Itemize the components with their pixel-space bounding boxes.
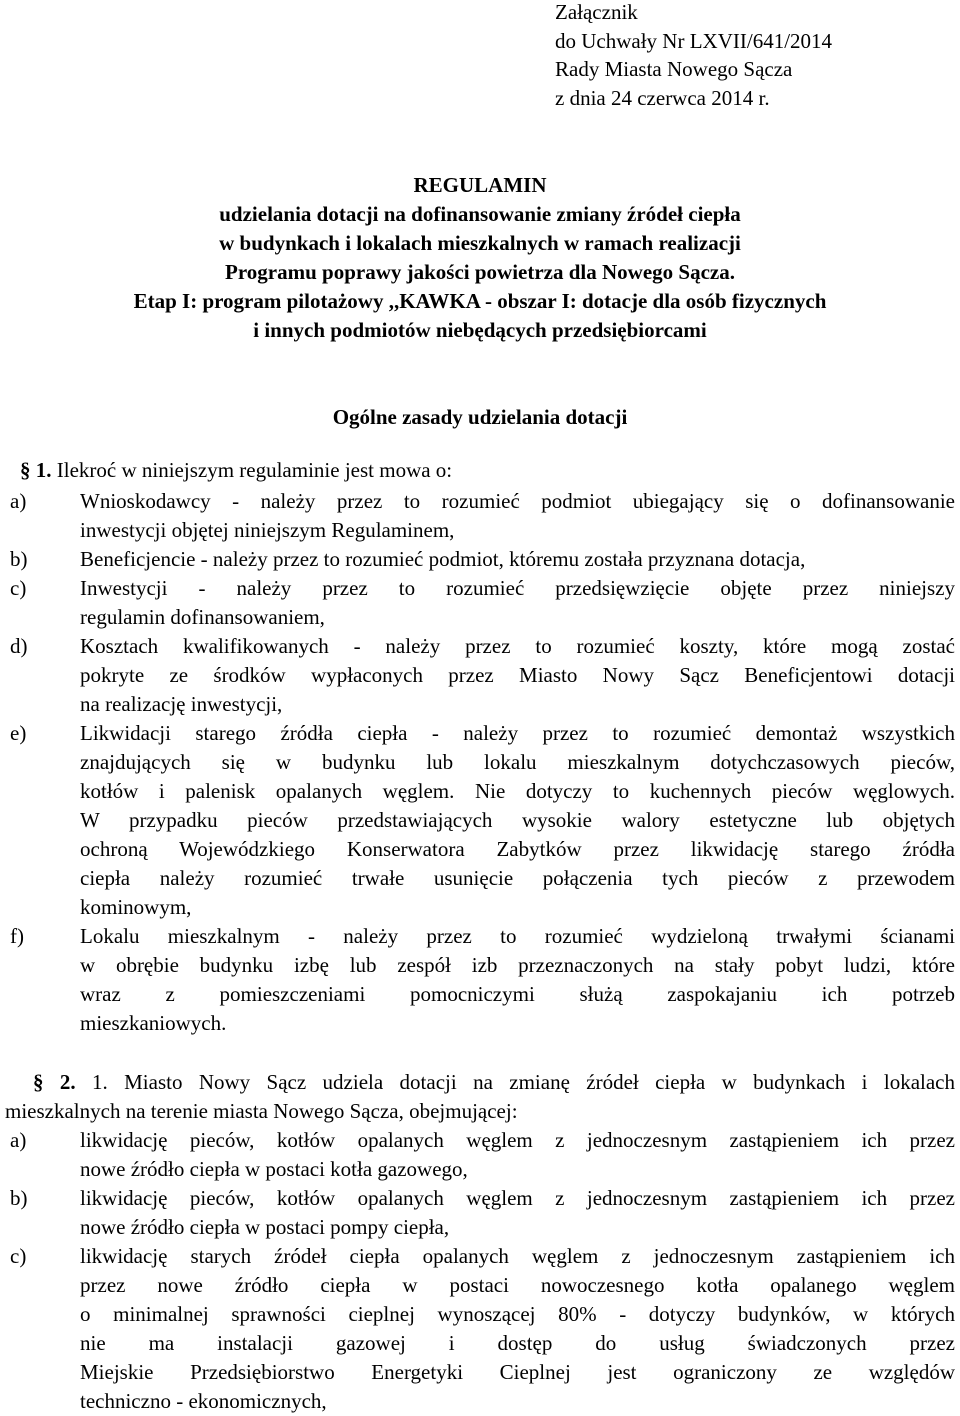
list-item-line: mieszkaniowych. (80, 1011, 227, 1035)
paragraph-1-item-f (10, 922, 955, 1038)
list-item-line: Inwestycji - należy przez to rozumieć przedsięwzięcie objęte przez niniejszy (80, 576, 955, 600)
list-item-line: przez nowe źródło ciepła w postaci nowoczesnego kotła opalanego węglem (80, 1273, 955, 1297)
list-item-label: b) (10, 547, 28, 571)
list-item-label: a) (10, 489, 27, 513)
list-item-line: nowe źródło ciepła w postaci pompy ciepła, (80, 1215, 450, 1239)
paragraph-2-item-b (10, 1184, 955, 1242)
paragraph-1-intro-text: Ilekroć w niniejszym regulaminie jest mowa o: (56, 458, 453, 482)
list-item-line: Beneficjencie - należy przez to rozumieć podmiot, któremu została przyznana dotacja, (80, 547, 806, 571)
list-item-line: Miejskie Przedsiębiorstwo Energetyki Cieplnej jest ograniczony ze względów (80, 1360, 955, 1384)
list-item-line: o minimalnej sprawności cieplnej wynoszącej 80% - dotyczy budynków, w których (80, 1302, 955, 1326)
list-item-line: Kosztach kwalifikowanych - należy przez to rozumieć koszty, które mogą zostać (80, 634, 955, 658)
paragraph-2-list (10, 1126, 955, 1416)
paragraph-1-item-c (10, 574, 955, 632)
list-item-line: techniczno - ekonomicznych, (80, 1389, 327, 1413)
annex-date: z dnia 24 czerwca 2014 r. (555, 85, 770, 110)
paragraph-1-number: § 1. (20, 458, 52, 482)
annex-title: Załącznik (555, 0, 638, 24)
list-item-label: a) (10, 1128, 27, 1152)
paragraph-2-number: § 2. (33, 1070, 76, 1094)
list-item-line: Wnioskodawcy - należy przez to rozumieć podmiot ubiegający się o dofinansowanie (80, 489, 955, 513)
document-title (0, 171, 960, 345)
annex-header (555, 0, 955, 112)
annex-council: Rady Miasta Nowego Sącza (555, 57, 793, 81)
section-heading-text: Ogólne zasady udzielania dotacji (332, 405, 628, 429)
list-item-line: ochroną Wojewódzkiego Konserwatora Zabytków przez likwidację starego źródła (80, 837, 955, 861)
paragraph-2-line-1 (5, 1068, 955, 1097)
list-item-line: likwidację pieców, kotłów opalanych węglem z jednoczesnym zastąpieniem ich przez (80, 1186, 955, 1210)
paragraph-1-list (10, 487, 955, 1038)
paragraph-2-item-c (10, 1242, 955, 1416)
list-item-label: d) (10, 634, 28, 658)
list-item-line: na realizację inwestycji, (80, 692, 283, 716)
list-item-line: pokryte ze środków wypłaconych przez Miasto Nowy Sącz Beneficjentowi dotacji (80, 663, 955, 687)
paragraph-1-item-b (10, 545, 955, 574)
title-line-1: REGULAMIN (413, 173, 547, 197)
list-item-label: b) (10, 1186, 28, 1210)
list-item-label: c) (10, 1244, 27, 1268)
paragraph-1-item-d (10, 632, 955, 719)
paragraph-2-item-a (10, 1126, 955, 1184)
list-item-label: c) (10, 576, 27, 600)
list-item-line: w obrębie budynku izbę lub zespół izb przeznaczonych na stały pobyt ludzi, które (80, 953, 955, 977)
list-item-line: Lokalu mieszkalnym - należy przez to rozumieć wydzieloną trwałymi ścianami (80, 924, 955, 948)
title-line-3: w budynkach i lokalach mieszkalnych w ramach realizacji (219, 231, 741, 255)
section-heading (0, 403, 960, 432)
title-line-6: i innych podmiotów niebędących przedsiębiorcami (253, 318, 707, 342)
list-item-line: znajdujących się w budynku lub lokalu mieszkalnym dotychczasowych pieców, (80, 750, 955, 774)
paragraph-2-line-2: mieszkalnych na terenie miasta Nowego Sącza, obejmującej: (5, 1099, 518, 1123)
paragraph-1-intro (20, 456, 960, 485)
paragraph-2-line-1-text: 1. Miasto Nowy Sącz udziela dotacji na zmianę źródeł ciepła w budynkach i lokalach (92, 1070, 955, 1094)
annex-resolution: do Uchwały Nr LXVII/641/2014 (555, 28, 833, 53)
list-item-line: kominowym, (80, 895, 192, 919)
paragraph-1-item-a (10, 487, 955, 545)
list-item-label: f) (10, 924, 24, 948)
list-item-label: e) (10, 721, 27, 745)
list-item-line: nowe źródło ciepła w postaci kotła gazowego, (80, 1157, 468, 1181)
title-line-2: udzielania dotacji na dofinansowanie zmiany źródeł ciepła (219, 202, 741, 226)
list-item-line: inwestycji objętej niniejszym Regulaminem, (80, 518, 455, 542)
list-item-line: nie ma instalacji gazowej i dostęp do usług świadczonych przez (80, 1331, 955, 1355)
list-item-line: wraz z pomieszczeniami pomocniczymi służą zaspokajaniu ich potrzeb (80, 982, 955, 1006)
title-line-4: Programu poprawy jakości powietrza dla Nowego Sącza. (225, 260, 735, 284)
list-item-line: Likwidacji starego źródła ciepła - należy przez to rozumieć demontaż wszystkich (80, 721, 955, 745)
list-item-line: likwidację starych źródeł ciepła opalanych węglem z jednoczesnym zastąpieniem ich (80, 1244, 955, 1268)
list-item-line: likwidację pieców, kotłów opalanych węglem z jednoczesnym zastąpieniem ich przez (80, 1128, 955, 1152)
list-item-line: regulamin dofinansowaniem, (80, 605, 325, 629)
paragraph-2-intro (5, 1068, 955, 1126)
list-item-line: W przypadku pieców przedstawiających wysokie walory estetyczne lub objętych (80, 808, 955, 832)
list-item-line: kotłów i palenisk opalanych węglem. Nie dotyczy to kuchennych pieców węglowych. (80, 779, 955, 803)
title-line-5: Etap I: program pilotażowy ,,KAWKA - obszar I: dotacje dla osób fizycznych (133, 289, 827, 313)
list-item-line: ciepła należy rozumieć trwałe usunięcie połączenia tych pieców z przewodem (80, 866, 955, 890)
paragraph-1-item-e (10, 719, 955, 922)
